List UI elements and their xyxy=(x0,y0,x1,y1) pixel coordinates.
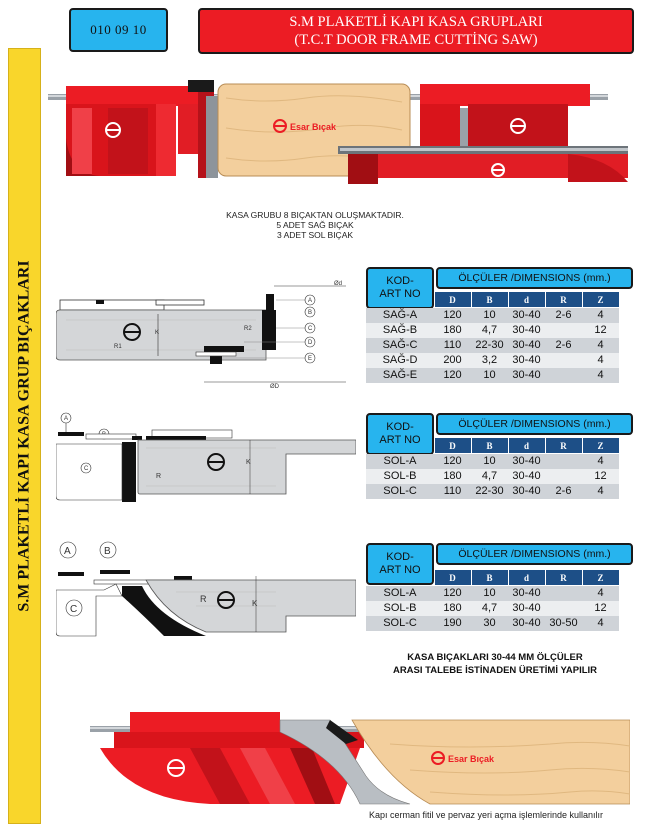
page-title-banner xyxy=(198,8,634,54)
custom-note-line-1: KASA BIÇAKLARI 30-44 MM ÖLÇÜLER xyxy=(407,652,583,663)
svg-text:Esar Bıçak: Esar Bıçak xyxy=(290,122,337,132)
col-header: d xyxy=(508,292,545,308)
svg-text:A: A xyxy=(64,416,69,422)
svg-text:B: B xyxy=(308,310,313,316)
label-k-1: K xyxy=(155,330,160,336)
technical-drawing-right-set xyxy=(56,280,356,390)
spec-table-left-2 xyxy=(366,569,620,631)
kod-label: KOD- xyxy=(386,421,414,433)
svg-text:ØD: ØD xyxy=(270,384,279,390)
svg-text:Ød: Ød xyxy=(334,281,343,287)
svg-text:B: B xyxy=(104,546,111,557)
art-no-label: ART NO xyxy=(379,434,421,446)
svg-text:R: R xyxy=(200,594,207,604)
svg-text:R: R xyxy=(156,473,162,480)
product-code-badge xyxy=(69,8,168,52)
side-banner-text: S.M PLAKETLİ KAPI KASA GRUP BIÇAKLARI xyxy=(15,260,33,612)
table-row: SAĞ-D 200 3,2 30-40 4 xyxy=(366,353,619,368)
table-row: SAĞ-A 120 10 30-40 2-6 4 xyxy=(366,308,619,323)
dimensions-title-3: ÖLÇÜLER /DIMENSIONS (mm.) xyxy=(436,543,633,565)
table-header-row xyxy=(366,292,619,308)
table-row: SOL-C 110 22-30 30-40 2-6 4 xyxy=(366,484,619,499)
col-header: Z xyxy=(582,438,619,454)
label-r1: R1 xyxy=(114,344,122,350)
svg-text:C: C xyxy=(308,326,313,332)
dimensions-title-2: ÖLÇÜLER /DIMENSIONS (mm.) xyxy=(436,413,633,435)
col-header: B xyxy=(471,570,508,586)
spec-table-right xyxy=(366,291,620,383)
kod-label: KOD- xyxy=(386,551,414,563)
col-header: D xyxy=(434,438,471,454)
col-header: R xyxy=(545,292,582,308)
spec-table-left-1 xyxy=(366,437,620,499)
label-r2: R2 xyxy=(244,326,252,332)
note-line-2: 5 ADET SAĞ BIÇAK xyxy=(276,220,354,230)
svg-text:C: C xyxy=(84,466,89,472)
product-code: 010 09 10 xyxy=(90,22,147,37)
svg-text:K: K xyxy=(252,599,258,608)
col-header: R xyxy=(545,570,582,586)
table-row: SOL-B 180 4,7 30-40 12 xyxy=(366,601,619,616)
usage-footer: Kapı cerman fitil ve pervaz yeri açma işlemlerinde kullanılır xyxy=(368,810,604,820)
technical-drawing-left-set xyxy=(56,408,356,518)
col-header: D xyxy=(434,570,471,586)
table-row: SOL-A 120 10 30-40 4 xyxy=(366,454,619,469)
col-header: Z xyxy=(582,292,619,308)
art-no-label: ART NO xyxy=(379,564,421,576)
table-row: SOL-B 180 4,7 30-40 12 xyxy=(366,469,619,484)
col-header: D xyxy=(434,292,471,308)
set-composition-note xyxy=(200,210,430,240)
technical-drawing-left-radius xyxy=(56,536,356,646)
col-header: d xyxy=(508,438,545,454)
svg-text:Esar Bıçak: Esar Bıçak xyxy=(448,754,495,764)
col-header: Z xyxy=(582,570,619,586)
custom-production-note xyxy=(360,651,630,677)
svg-text:A: A xyxy=(64,546,71,557)
page-subtitle: (T.C.T DOOR FRAME CUTTİNG SAW) xyxy=(294,32,538,48)
table-row: SAĞ-E 120 10 30-40 4 xyxy=(366,368,619,383)
kod-label: KOD- xyxy=(386,275,414,287)
svg-text:C: C xyxy=(70,604,78,615)
note-line-1: KASA GRUBU 8 BIÇAKTAN OLUŞMAKTADIR. xyxy=(226,210,404,220)
cutter-assembly-bottom-illustration xyxy=(90,700,630,808)
col-header: B xyxy=(471,438,508,454)
custom-note-line-2: ARASI TALEBE İSTİNADEN ÜRETİMİ YAPILIR xyxy=(392,665,598,676)
table-row: SAĞ-C 110 22-30 30-40 2-6 4 xyxy=(366,338,619,353)
table-header-row xyxy=(366,570,619,586)
svg-text:K: K xyxy=(246,459,251,466)
table-row: SOL-A 120 10 30-40 4 xyxy=(366,586,619,601)
svg-text:D: D xyxy=(308,340,313,346)
table-row: SOL-C 190 30 30-40 30-50 4 xyxy=(366,616,619,631)
cutter-assembly-top-illustration xyxy=(48,78,634,190)
col-header: R xyxy=(545,438,582,454)
art-no-label: ART NO xyxy=(379,288,421,300)
svg-text:E: E xyxy=(308,356,313,362)
col-header: d xyxy=(508,570,545,586)
col-header: B xyxy=(471,292,508,308)
note-line-3: 3 ADET SOL BIÇAK xyxy=(276,230,354,240)
page-title: S.M PLAKETLİ KAPI KASA GRUPLARI xyxy=(289,14,543,30)
side-banner xyxy=(8,48,41,824)
dimensions-title-1: ÖLÇÜLER /DIMENSIONS (mm.) xyxy=(436,267,633,289)
table-header-row xyxy=(366,438,619,454)
svg-text:A: A xyxy=(308,298,313,304)
table-row: SAĞ-B 180 4,7 30-40 12 xyxy=(366,323,619,338)
